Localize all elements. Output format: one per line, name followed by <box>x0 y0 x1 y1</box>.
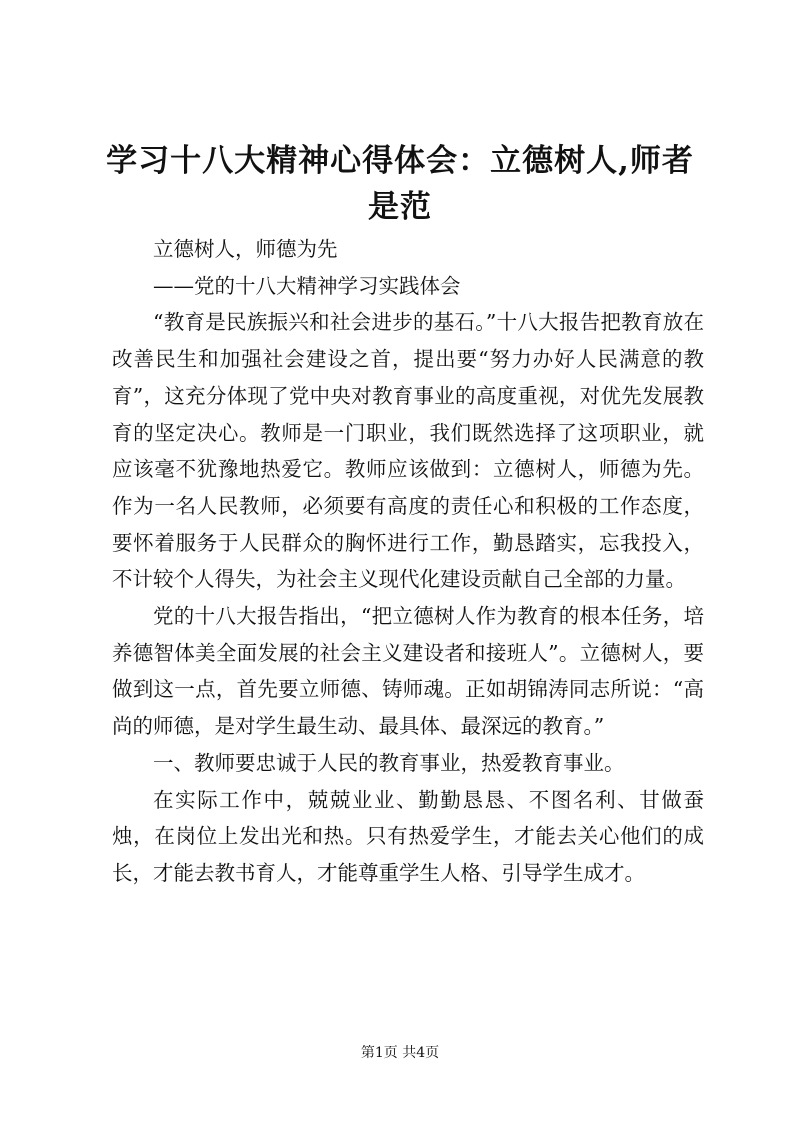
body-paragraph: 在实际工作中，兢兢业业、勤勤恳恳、不图名利、甘做蚕烛，在岗位上发出光和热。只有热爱学生，才能去关心他们的成长，才能去教书育人，才能尊重学生人格、引导学生成才。 <box>112 787 704 885</box>
page-footer: 第1页 共4页 <box>360 1045 440 1061</box>
subtitle-note: ——党的十八大精神学习实践体会 <box>153 273 461 298</box>
body-paragraph: “教育是民族振兴和社会进步的基石。”十八大报告把教育放在改善民生和加强社会建设之首，提出要“努力办好人民满意的教育”，这充分体现了党中央对教育事业的高度重视，对优先发展教育的坚定决心。教师是一门职业，我们既然选择了这项职业，就应该毫不犹豫地热爱它。教师应该做到：立德树人，师德为先。作为一名人民教师，必须要有高度的责任心和积极的工作态度，要怀着服务于人民群众的胸怀进行工作，勤恳踏实，忘我投入，不计较个人得失，为社会主义现代化建设贡献自己全部的力量。 <box>112 310 704 592</box>
document-body <box>112 231 704 892</box>
body-paragraph: 党的十八大报告指出，“把立德树人作为教育的根本任务，培养德智体美全面发展的社会主义建设者和接班人”。立德树人，要做到这一点，首先要立师德、铸师魂。正如胡锦涛同志所说：“高尚的师德，是对学生最生动、最具体、最深远的教育。” <box>112 604 704 739</box>
subtitle: 立德树人，师德为先 <box>153 237 338 261</box>
section-heading: 一、教师要忠诚于人民的教育事业，热爱教育事业。 <box>153 750 625 775</box>
document-title: 学习十八大精神心得体会：立德树人,师者是范 <box>106 143 694 225</box>
